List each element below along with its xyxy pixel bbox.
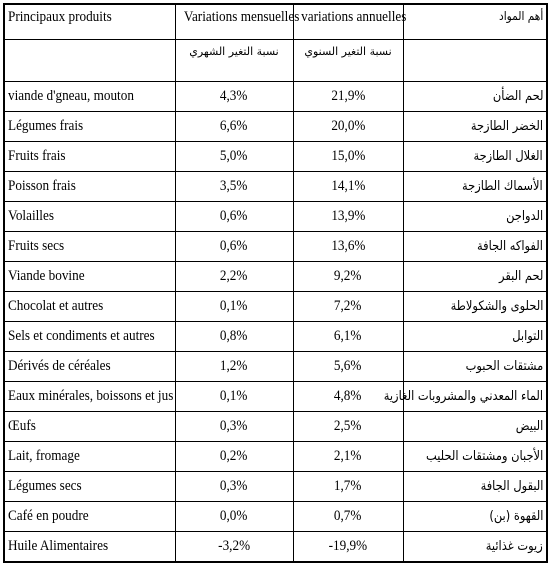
arabic-name-cell <box>383 382 547 412</box>
product-cell-text: viande d'gneau, mouton <box>8 88 134 104</box>
table-row <box>4 142 547 172</box>
annual-change-cell <box>293 442 403 472</box>
arabic-name-cell <box>403 142 547 172</box>
annual-change-cell-text: 1,7% <box>334 478 362 494</box>
header-product-label: Principaux produits <box>8 9 112 25</box>
arabic-name-cell-text: زيوت غذائية <box>486 539 543 554</box>
arabic-name-cell-text: مشتقات الحبوب <box>465 359 543 374</box>
product-cell <box>4 472 175 502</box>
arabic-name-cell <box>403 202 547 232</box>
arabic-name-cell <box>403 502 547 532</box>
monthly-change-cell <box>175 202 293 232</box>
monthly-change-cell-text: 6,6% <box>220 118 248 134</box>
annual-change-cell-text: 13,6% <box>330 238 366 254</box>
annual-change-cell <box>293 82 403 112</box>
monthly-change-cell <box>175 322 293 352</box>
header-row <box>4 4 547 40</box>
monthly-change-cell-text: 4,3% <box>220 88 248 104</box>
annual-change-cell-text: 2,1% <box>334 448 362 464</box>
monthly-change-cell-text: 0,3% <box>220 478 248 494</box>
product-cell <box>4 352 175 382</box>
table-row <box>4 232 547 262</box>
product-cell-text: Fruits frais <box>8 148 66 164</box>
product-cell <box>4 202 175 232</box>
monthly-change-cell <box>175 292 293 322</box>
table-row <box>4 292 547 322</box>
arabic-name-cell-text: الأجبان ومشتقات الحليب <box>425 449 543 464</box>
arabic-name-cell-text: الغلال الطازجة <box>473 149 543 164</box>
product-cell <box>4 532 175 563</box>
monthly-change-cell <box>175 352 293 382</box>
header-arabic-label: أهم المواد <box>498 9 543 23</box>
product-cell <box>4 232 175 262</box>
arabic-name-cell <box>403 412 547 442</box>
arabic-name-cell-text: الفواكه الجافة <box>477 239 543 254</box>
annual-change-cell <box>293 472 403 502</box>
arabic-name-cell-text: القهوة (بن) <box>488 509 543 524</box>
annual-change-cell-text: 15,0% <box>330 148 366 164</box>
annual-change-cell-text: 9,2% <box>334 268 362 284</box>
annual-change-cell <box>293 412 403 442</box>
arabic-name-cell-text: الدواجن <box>505 209 543 224</box>
arabic-name-cell <box>403 472 547 502</box>
table-row <box>4 352 547 382</box>
product-cell-text: Dérivés de céréales <box>8 358 111 374</box>
arabic-name-cell-text: الحلوى والشكولاطة <box>450 299 543 314</box>
monthly-change-cell <box>175 382 293 412</box>
arabic-name-cell-text: الأسماك الطازجة <box>462 179 543 194</box>
annual-change-cell-text: 20,0% <box>330 118 366 134</box>
annual-change-cell-text: 4,8% <box>334 388 362 404</box>
price-variation-table <box>3 3 548 563</box>
monthly-change-cell <box>175 112 293 142</box>
monthly-change-cell <box>175 142 293 172</box>
header-monthly-label: Variations mensuelles <box>183 9 299 25</box>
product-cell <box>4 172 175 202</box>
product-cell-text: Eaux minérales, boissons et jus <box>8 388 174 404</box>
arabic-name-cell <box>403 82 547 112</box>
monthly-change-cell-text: 0,1% <box>220 298 248 314</box>
monthly-change-cell-text: 2,2% <box>220 268 248 284</box>
product-cell-text: Lait, fromage <box>8 448 80 464</box>
product-cell-text: Café en poudre <box>8 508 89 524</box>
subheader-annual-label: نسبة التغير السنوي <box>304 45 392 58</box>
product-cell <box>4 112 175 142</box>
product-cell-text: Volailles <box>8 208 54 224</box>
annual-change-cell <box>293 532 403 563</box>
header-arabic <box>403 4 547 40</box>
monthly-change-cell <box>175 262 293 292</box>
product-cell <box>4 322 175 352</box>
arabic-name-cell <box>403 172 547 202</box>
product-cell-text: Œufs <box>8 418 36 434</box>
arabic-name-cell <box>403 232 547 262</box>
header-annual <box>293 4 406 40</box>
arabic-name-cell-text: لحم البقر <box>498 269 543 284</box>
annual-change-cell <box>293 502 403 532</box>
monthly-change-cell <box>175 82 293 112</box>
annual-change-cell-text: 5,6% <box>334 358 362 374</box>
product-cell-text: Légumes frais <box>8 118 84 134</box>
annual-change-cell <box>293 322 403 352</box>
product-cell <box>4 382 175 412</box>
product-cell <box>4 292 175 322</box>
annual-change-cell <box>293 292 403 322</box>
subheader-annual <box>293 40 403 82</box>
monthly-change-cell-text: 1,2% <box>220 358 248 374</box>
subheader-empty-product <box>4 40 175 82</box>
monthly-change-cell-text: 3,5% <box>220 178 248 194</box>
subheader-row <box>4 40 547 82</box>
monthly-change-cell <box>175 172 293 202</box>
price-variation-sheet <box>3 3 546 576</box>
product-cell-text: Poisson frais <box>8 178 76 194</box>
arabic-name-cell-text: البيض <box>515 419 543 434</box>
arabic-name-cell <box>403 532 547 563</box>
annual-change-cell <box>293 142 403 172</box>
monthly-change-cell-text: 0,6% <box>220 238 248 254</box>
product-cell <box>4 502 175 532</box>
annual-change-cell <box>293 172 403 202</box>
table-row <box>4 112 547 142</box>
table-row <box>4 472 547 502</box>
arabic-name-cell <box>403 112 547 142</box>
monthly-change-cell-text: 0,6% <box>220 208 248 224</box>
annual-change-cell-text: 0,7% <box>334 508 362 524</box>
product-cell-text: Huile Alimentaires <box>8 538 109 554</box>
monthly-change-cell <box>175 532 293 563</box>
product-cell <box>4 142 175 172</box>
monthly-change-cell-text: 0,1% <box>220 388 248 404</box>
annual-change-cell <box>293 232 403 262</box>
annual-change-cell <box>293 112 403 142</box>
subheader-empty-arabic <box>403 40 547 82</box>
arabic-name-cell <box>403 262 547 292</box>
product-cell-text: Sels et condiments et autres <box>8 328 155 344</box>
product-cell <box>4 442 175 472</box>
annual-change-cell <box>293 262 403 292</box>
arabic-name-cell-text: التوابل <box>511 329 543 344</box>
monthly-change-cell-text: 0,2% <box>220 448 248 464</box>
arabic-name-cell-text: لحم الضأن <box>492 89 543 104</box>
table-row <box>4 532 547 563</box>
annual-change-cell-text: -19,9% <box>328 538 368 554</box>
monthly-change-cell-text: 0,8% <box>220 328 248 344</box>
monthly-change-cell <box>175 412 293 442</box>
monthly-change-cell <box>175 442 293 472</box>
subheader-monthly-label: نسبة التغير الشهري <box>189 45 279 58</box>
annual-change-cell <box>293 202 403 232</box>
product-cell <box>4 412 175 442</box>
header-annual-label: variations annuelles <box>300 9 406 25</box>
table-row <box>4 202 547 232</box>
annual-change-cell <box>293 352 403 382</box>
arabic-name-cell-text: الخضر الطازجة <box>470 119 543 134</box>
arabic-name-cell <box>403 292 547 322</box>
table-row <box>4 382 547 412</box>
product-cell <box>4 262 175 292</box>
arabic-name-cell-text: الماء المعدني والمشروبات الغازية <box>383 389 543 404</box>
monthly-change-cell-text: -3,2% <box>218 538 250 554</box>
table-body <box>4 4 547 562</box>
annual-change-cell-text: 13,9% <box>330 208 366 224</box>
arabic-name-cell <box>403 322 547 352</box>
monthly-change-cell-text: 5,0% <box>220 148 248 164</box>
monthly-change-cell <box>175 502 293 532</box>
annual-change-cell-text: 6,1% <box>334 328 362 344</box>
product-cell <box>4 82 175 112</box>
monthly-change-cell <box>175 472 293 502</box>
table-row <box>4 502 547 532</box>
monthly-change-cell <box>175 232 293 262</box>
table-row <box>4 442 547 472</box>
arabic-name-cell-text: البقول الجافة <box>480 479 543 494</box>
product-cell-text: Viande bovine <box>8 268 85 284</box>
arabic-name-cell <box>403 442 547 472</box>
table-row <box>4 82 547 112</box>
product-cell-text: Fruits secs <box>8 238 65 254</box>
table-row <box>4 172 547 202</box>
annual-change-cell-text: 14,1% <box>330 178 366 194</box>
header-product <box>4 4 175 40</box>
subheader-monthly <box>175 40 293 82</box>
header-monthly <box>175 4 299 40</box>
monthly-change-cell-text: 0,0% <box>220 508 248 524</box>
product-cell-text: Chocolat et autres <box>8 298 104 314</box>
annual-change-cell-text: 7,2% <box>334 298 362 314</box>
annual-change-cell-text: 2,5% <box>334 418 362 434</box>
annual-change-cell-text: 21,9% <box>330 88 366 104</box>
table-row <box>4 322 547 352</box>
product-cell-text: Légumes secs <box>8 478 82 494</box>
monthly-change-cell-text: 0,3% <box>220 418 248 434</box>
table-row <box>4 262 547 292</box>
arabic-name-cell <box>403 352 547 382</box>
table-row <box>4 412 547 442</box>
